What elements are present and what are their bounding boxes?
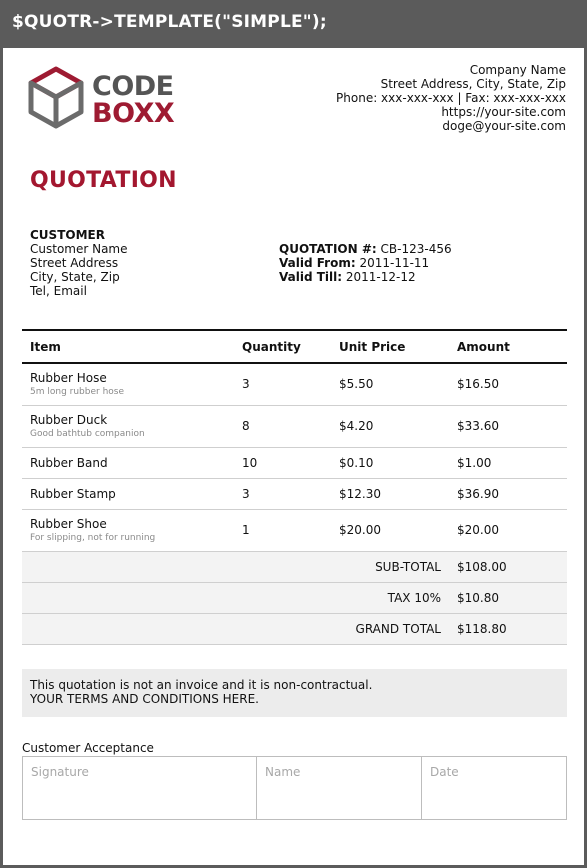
customer-heading: CUSTOMER xyxy=(30,228,105,242)
logo-text-code: CODE xyxy=(92,71,174,102)
item-quantity: 8 xyxy=(234,405,331,447)
item-unit-price: $4.20 xyxy=(331,405,449,447)
item-unit-price: $20.00 xyxy=(331,509,449,551)
grand-total-value: $118.80 xyxy=(449,613,567,644)
subtotal-value: $108.00 xyxy=(449,551,567,582)
company-info xyxy=(336,63,566,133)
terms-conditions: YOUR TERMS AND CONDITIONS HERE. xyxy=(30,692,259,706)
grand-total-label: GRAND TOTAL xyxy=(22,613,449,644)
acceptance-label: Customer Acceptance xyxy=(22,741,154,755)
header-banner xyxy=(0,0,587,48)
customer-name: Customer Name xyxy=(30,242,128,256)
table-row xyxy=(22,447,567,478)
customer-block xyxy=(30,228,128,298)
name-field[interactable] xyxy=(256,756,422,820)
item-unit-price: $0.10 xyxy=(331,447,449,478)
company-phone: Phone: xxx-xxx-xxx | Fax: xxx-xxx-xxx xyxy=(336,91,566,105)
table-row xyxy=(22,363,567,405)
item-amount: $36.90 xyxy=(449,478,567,509)
item-unit-price: $12.30 xyxy=(331,478,449,509)
item-quantity: 3 xyxy=(234,478,331,509)
item-name: Rubber Duck xyxy=(30,413,108,427)
column-header-unit-price: Unit Price xyxy=(331,330,449,363)
company-logo xyxy=(28,66,175,130)
item-name: Rubber Band xyxy=(22,447,234,478)
table-row xyxy=(22,509,567,551)
company-site: https://your-site.com xyxy=(441,105,566,119)
item-quantity: 1 xyxy=(234,509,331,551)
name-placeholder: Name xyxy=(265,765,301,779)
quotation-sheet xyxy=(3,48,584,865)
box-icon xyxy=(28,66,84,130)
valid-till: Valid Till: 2011-12-12 xyxy=(279,270,416,284)
banner-title: $QUOTR->TEMPLATE("SIMPLE"); xyxy=(12,12,327,32)
company-email: doge@your-site.com xyxy=(442,119,566,133)
table-row xyxy=(22,405,567,447)
terms-disclaimer: This quotation is not an invoice and it is non-contractual. xyxy=(30,678,373,692)
item-quantity: 10 xyxy=(234,447,331,478)
column-header-amount: Amount xyxy=(449,330,567,363)
tax-label: TAX 10% xyxy=(22,582,449,613)
subtotal-row xyxy=(22,551,567,582)
item-name: Rubber Stamp xyxy=(22,478,234,509)
signature-field[interactable] xyxy=(22,756,257,820)
customer-city: City, State, Zip xyxy=(30,270,120,284)
column-header-item: Item xyxy=(22,330,234,363)
item-unit-price: $5.50 xyxy=(331,363,449,405)
customer-contact: Tel, Email xyxy=(30,284,87,298)
company-address: Street Address, City, State, Zip xyxy=(380,77,566,91)
tax-value: $10.80 xyxy=(449,582,567,613)
item-description: 5m long rubber hose xyxy=(30,387,125,398)
grand-total-row xyxy=(22,613,567,644)
items-table xyxy=(22,329,567,645)
quotation-info xyxy=(279,242,452,284)
item-amount: $20.00 xyxy=(449,509,567,551)
subtotal-label: SUB-TOTAL xyxy=(22,551,449,582)
date-field[interactable] xyxy=(421,756,567,820)
item-description: For slipping, not for running xyxy=(30,533,156,543)
item-amount: $1.00 xyxy=(449,447,567,478)
signature-placeholder: Signature xyxy=(31,765,89,779)
item-name: Rubber Hose xyxy=(30,371,107,386)
company-name: Company Name xyxy=(469,63,566,77)
quotation-number: QUOTATION #: CB-123-456 xyxy=(279,242,452,256)
item-amount: $33.60 xyxy=(449,405,567,447)
item-description: Good bathtub companion xyxy=(30,429,145,439)
page-title: QUOTATION xyxy=(30,168,177,193)
column-header-quantity: Quantity xyxy=(234,330,331,363)
logo-text-boxx: BOXX xyxy=(92,98,175,129)
date-placeholder: Date xyxy=(430,765,459,779)
tax-row xyxy=(22,582,567,613)
customer-street: Street Address xyxy=(30,256,119,270)
valid-from: Valid From: 2011-11-11 xyxy=(279,256,430,270)
item-amount: $16.50 xyxy=(449,363,567,405)
item-quantity: 3 xyxy=(234,363,331,405)
table-row xyxy=(22,478,567,509)
item-name: Rubber Shoe xyxy=(30,517,107,531)
terms-box xyxy=(22,669,567,717)
table-header-row xyxy=(22,330,567,363)
